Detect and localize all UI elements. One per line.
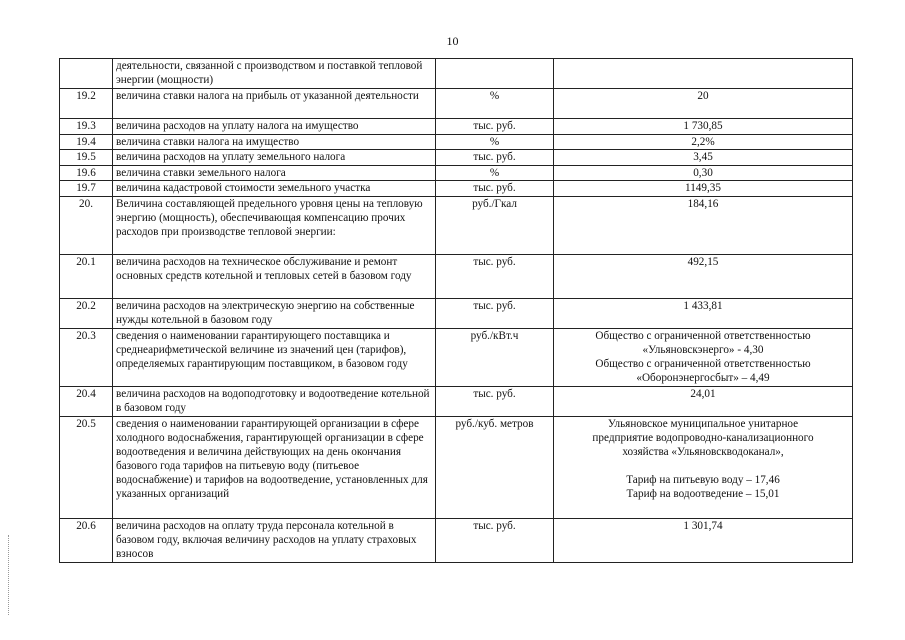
- table-body: [60, 59, 853, 563]
- row-number: 20.4: [60, 387, 113, 417]
- row-description: деятельности, связанной с производством и поставкой тепловой энергии (мощности): [113, 59, 436, 89]
- row-value-line: 1 433,81: [683, 300, 723, 312]
- table-row: [60, 197, 853, 255]
- row-value-line: Тариф на питьевую воду – 17,46: [626, 474, 780, 486]
- table-row: [60, 181, 853, 197]
- row-description: величина расходов на водоподготовку и водоотведение котельной в базовом году: [113, 387, 436, 417]
- row-value-line: Ульяновское муниципальное унитарное: [607, 418, 799, 430]
- row-value-line: «Оборонэнергосбыт» – 4,49: [636, 372, 770, 384]
- row-number: 19.5: [60, 150, 113, 166]
- row-value-line: 2,2%: [691, 136, 715, 148]
- table-row: [60, 417, 853, 519]
- row-value: [554, 299, 853, 329]
- row-unit: тыс. руб.: [436, 150, 554, 166]
- table-row: [60, 119, 853, 135]
- row-description: величина ставки земельного налога: [113, 166, 436, 181]
- row-unit: тыс. руб.: [436, 255, 554, 299]
- row-value-line: 0,30: [693, 167, 713, 179]
- row-unit: тыс. руб.: [436, 119, 554, 135]
- row-number: 20.3: [60, 329, 113, 387]
- row-unit: %: [436, 166, 554, 181]
- row-number: 20.: [60, 197, 113, 255]
- row-value-line: хозяйства «Ульяновскводоканал»,: [622, 446, 784, 458]
- row-number: 19.2: [60, 89, 113, 119]
- tariff-table: [59, 58, 853, 563]
- table-row: [60, 329, 853, 387]
- row-unit: тыс. руб.: [436, 387, 554, 417]
- row-number: 19.7: [60, 181, 113, 197]
- row-value: [554, 255, 853, 299]
- page-number: 10: [446, 34, 459, 48]
- row-description: величина ставки налога на имущество: [113, 135, 436, 150]
- row-value-line: Общество с ограниченной ответственностью: [595, 358, 811, 370]
- row-unit: руб./куб. метров: [436, 417, 554, 519]
- row-description: величина расходов на уплату земельного налога: [113, 150, 436, 166]
- row-value-line: предприятие водопроводно-канализационного: [592, 432, 814, 444]
- row-value: [554, 417, 853, 519]
- row-description: величина ставки налога на прибыль от указанной деятельности: [113, 89, 436, 119]
- table-row: [60, 150, 853, 166]
- row-description: величина расходов на уплату налога на имущество: [113, 119, 436, 135]
- table-row: [60, 59, 853, 89]
- row-value: [554, 519, 853, 563]
- row-description: величина кадастровой стоимости земельного участка: [113, 181, 436, 197]
- row-number: 20.1: [60, 255, 113, 299]
- row-value: [554, 197, 853, 255]
- row-value-line: 1 301,74: [683, 520, 723, 532]
- row-description: сведения о наименовании гарантирующего поставщика и среднеарифметической величине из значений цен (тарифов), определяемых гарантирующим поставщиком, в базовом году: [113, 329, 436, 387]
- table-row: [60, 519, 853, 563]
- row-number: 19.4: [60, 135, 113, 150]
- row-unit: %: [436, 89, 554, 119]
- row-value-line: 1149,35: [685, 182, 721, 194]
- row-unit: %: [436, 135, 554, 150]
- row-value-line: 3,45: [693, 151, 713, 163]
- row-value-line: [557, 459, 849, 473]
- table-row: [60, 299, 853, 329]
- row-unit: тыс. руб.: [436, 299, 554, 329]
- row-value: [554, 166, 853, 181]
- row-unit: руб./кВт.ч: [436, 329, 554, 387]
- row-value: [554, 150, 853, 166]
- row-description: Величина составляющей предельного уровня цены на тепловую энергию (мощность), обеспечивающая компенсацию прочих расходов при производстве тепловой энергии:: [113, 197, 436, 255]
- row-description: сведения о наименовании гарантирующей организации в сфере холодного водоснабжения, гарантирующей организации в сфере водоотведения и величина действующих на день окончания базового года тарифов на питьевую воду (питьевое водоснабжение) и тарифов на водоотведение, установленных для указанных организаций: [113, 417, 436, 519]
- row-value-line: 24,01: [690, 388, 716, 400]
- row-unit: тыс. руб.: [436, 519, 554, 563]
- row-value-line: 184,16: [687, 198, 719, 210]
- table-row: [60, 387, 853, 417]
- row-value: [554, 181, 853, 197]
- row-value: [554, 329, 853, 387]
- row-description: величина расходов на электрическую энергию на собственные нужды котельной в базовом году: [113, 299, 436, 329]
- scan-margin-mark: [8, 535, 10, 615]
- table-row: [60, 166, 853, 181]
- row-description: величина расходов на оплату труда персонала котельной в базовом году, включая величину расходов на уплату страховых взносов: [113, 519, 436, 563]
- row-number: 20.5: [60, 417, 113, 519]
- table-row: [60, 89, 853, 119]
- row-number: [60, 59, 113, 89]
- row-value-line: 20: [697, 90, 709, 102]
- row-number: 20.6: [60, 519, 113, 563]
- row-value-line: «Ульяновскэнерго» - 4,30: [642, 344, 764, 356]
- row-value: [554, 387, 853, 417]
- row-value-line: 1 730,85: [683, 120, 723, 132]
- row-value: [554, 59, 853, 89]
- row-number: 19.6: [60, 166, 113, 181]
- row-value-line: [557, 59, 849, 73]
- row-unit: тыс. руб.: [436, 181, 554, 197]
- row-description: величина расходов на техническое обслуживание и ремонт основных средств котельной и тепловых сетей в базовом году: [113, 255, 436, 299]
- row-number: 20.2: [60, 299, 113, 329]
- row-value: [554, 135, 853, 150]
- row-value-line: Тариф на водоотведение – 15,01: [626, 488, 780, 500]
- row-value-line: 492,15: [687, 256, 719, 268]
- row-unit: руб./Гкал: [436, 197, 554, 255]
- row-number: 19.3: [60, 119, 113, 135]
- row-value-line: Общество с ограниченной ответственностью: [595, 330, 811, 342]
- table-row: [60, 135, 853, 150]
- row-value: [554, 89, 853, 119]
- table-row: [60, 255, 853, 299]
- row-value: [554, 119, 853, 135]
- row-unit: [436, 59, 554, 89]
